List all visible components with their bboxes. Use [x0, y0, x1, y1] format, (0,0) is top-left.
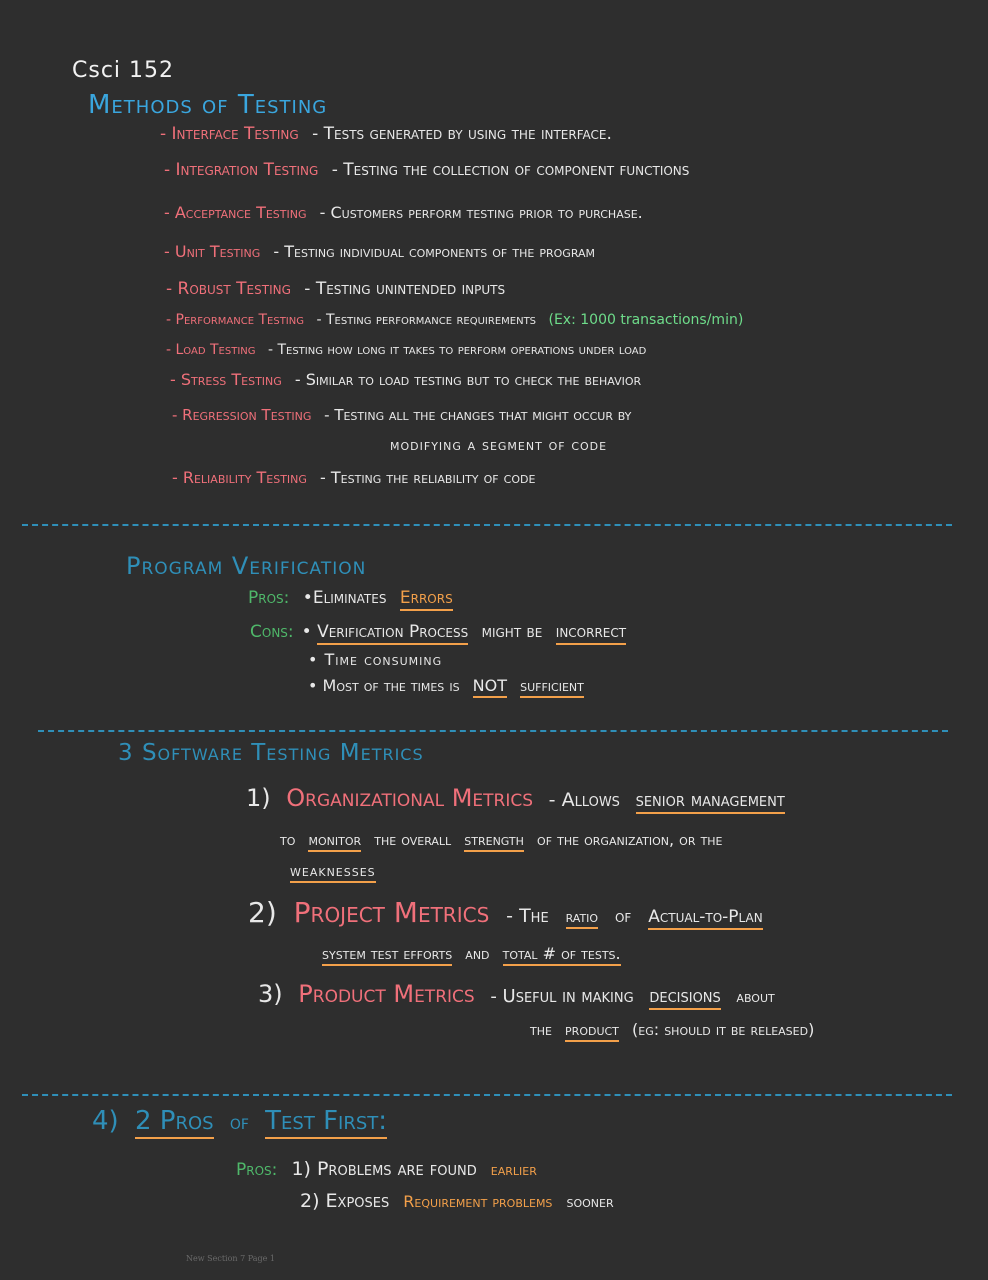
metric-highlight: strength: [464, 830, 524, 852]
metric-item: [248, 896, 771, 929]
verification-cons: [250, 622, 634, 642]
method-item: [160, 124, 620, 144]
metric-desc: of the organization, or the: [537, 830, 723, 849]
metric-number: 2): [248, 896, 277, 929]
method-item: [166, 342, 654, 358]
metric-highlight: system test efforts: [322, 944, 452, 966]
metric-item: [258, 980, 783, 1008]
cons-bullet: •: [301, 622, 312, 642]
method-item: [164, 203, 651, 222]
metric-desc: - The: [506, 905, 549, 927]
verification-pros: [248, 588, 461, 608]
method-item: [172, 468, 543, 487]
pro-highlight: Requirement problems: [403, 1192, 553, 1211]
method-name: - Integration Testing: [164, 160, 319, 180]
method-name: - Acceptance Testing: [164, 203, 307, 222]
metric-desc: (eg: should it be released): [632, 1020, 815, 1039]
method-name: - Reliability Testing: [172, 468, 307, 487]
section-divider: [38, 730, 948, 732]
testfirst-number: 4): [92, 1106, 119, 1136]
testfirst-title-part: 2 Pros: [135, 1106, 214, 1139]
method-desc: - Testing how long it takes to perform operations under load: [267, 342, 647, 358]
cons-text: might be: [481, 622, 543, 642]
pros-highlight: Errors: [400, 588, 453, 611]
metric-highlight: decisions: [649, 986, 720, 1010]
cons-highlight: NOT: [473, 676, 507, 698]
cons-item: [308, 676, 592, 695]
testfirst-title-part: Test First:: [265, 1106, 387, 1139]
testfirst-title-part: of: [229, 1110, 249, 1134]
pro-text: 2) Exposes: [300, 1190, 390, 1212]
metric-number: 3): [258, 980, 283, 1008]
verification-title: Program Verification: [126, 552, 367, 580]
method-desc: - Testing individual components of the program: [273, 242, 596, 261]
method-name: - Interface Testing: [160, 124, 299, 144]
metric-desc: - Allows: [548, 789, 620, 811]
testfirst-title: [92, 1106, 395, 1136]
metric-item: [246, 784, 793, 812]
testfirst-pro: [300, 1190, 622, 1212]
course-title: Csci 152: [72, 58, 175, 83]
method-desc: - Testing all the changes that might occur by: [324, 406, 632, 424]
metric-desc-line: [322, 944, 629, 963]
cons-highlight: Verification Process: [317, 622, 468, 645]
method-desc: - Testing performance requirements: [316, 312, 537, 328]
pros-text: •Eliminates: [302, 588, 387, 608]
method-item: [164, 242, 603, 261]
metric-desc: of: [614, 907, 632, 927]
metric-highlight: monitor: [308, 830, 361, 852]
testfirst-pro: [236, 1158, 545, 1180]
section-divider: [22, 524, 952, 526]
method-name: - Performance Testing: [166, 312, 304, 328]
metrics-title: 3 Software Testing Metrics: [118, 740, 424, 766]
method-name: - Stress Testing: [170, 370, 282, 389]
method-desc: - Testing unintended inputs: [304, 279, 506, 299]
method-item: [170, 370, 649, 389]
metric-desc: the overall: [374, 830, 452, 849]
method-name: - Regression Testing: [172, 406, 312, 424]
pro-highlight: earlier: [490, 1160, 537, 1179]
method-item: [172, 406, 639, 424]
page-footer: New Section 7 Page 1: [186, 1254, 276, 1263]
method-name: - Unit Testing: [164, 242, 261, 261]
method-example: (Ex: 1000 transactions/min): [548, 312, 744, 328]
method-desc: - Customers perform testing prior to purchase.: [319, 203, 643, 222]
method-name: - Load Testing: [166, 342, 256, 358]
metric-name: Project Metrics: [293, 896, 490, 929]
metric-highlight: senior management: [636, 789, 785, 814]
method-desc: - Similar to load testing but to check the behavior: [294, 370, 642, 389]
metric-desc: - Useful in making: [490, 986, 634, 1007]
pro-text: 1) Problems are found: [291, 1158, 477, 1180]
methods-title: Methods of Testing: [88, 90, 328, 120]
metric-number: 1): [246, 784, 271, 812]
method-item: [166, 312, 751, 328]
metric-name: Organizational Metrics: [286, 784, 534, 812]
cons-highlight: sufficient: [520, 676, 584, 698]
cons-text: • Most of the times is: [308, 676, 460, 695]
method-name: - Robust Testing: [166, 279, 291, 299]
method-item: [166, 279, 513, 299]
cons-highlight: incorrect: [556, 622, 626, 645]
method-desc: - Tests generated by using the interface.: [312, 124, 612, 144]
metric-highlight: Actual-to-Plan: [648, 907, 762, 930]
metric-desc: to: [280, 830, 296, 849]
pro-text: sooner: [566, 1193, 614, 1211]
metric-desc: and: [465, 944, 490, 963]
cons-item: • Time consuming: [308, 650, 443, 669]
method-desc-continued: modifying a segment of code: [390, 436, 608, 454]
pros-label: Pros:: [236, 1160, 278, 1180]
metric-desc: the: [530, 1020, 552, 1039]
method-item: [164, 160, 697, 180]
section-divider: [22, 1094, 952, 1096]
metric-name: Product Metrics: [298, 980, 475, 1008]
metric-highlight: product: [565, 1020, 619, 1042]
metric-desc-line: [530, 1020, 822, 1039]
pros-label: Pros:: [248, 588, 290, 608]
metric-highlight: weaknesses: [290, 862, 376, 883]
metric-highlight: total # of tests.: [503, 944, 621, 966]
method-desc: - Testing the collection of component functions: [331, 160, 690, 180]
metric-desc-line: [280, 830, 731, 849]
metric-highlight: ratio: [566, 907, 599, 929]
cons-label: Cons:: [250, 622, 294, 642]
metric-desc: about: [736, 987, 775, 1006]
method-desc: - Testing the reliability of code: [320, 468, 536, 487]
